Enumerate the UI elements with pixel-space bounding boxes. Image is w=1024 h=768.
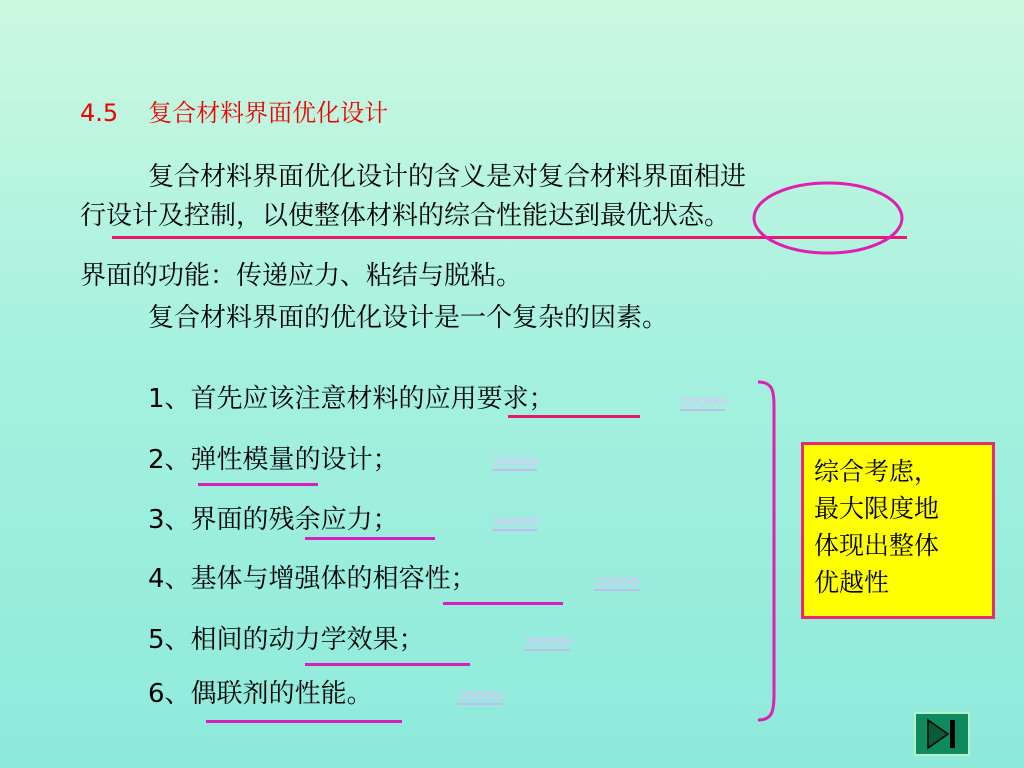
item-text-end: ； (528, 384, 555, 414)
summary-note-box (801, 442, 995, 619)
item-keyword: 相容性 (372, 564, 451, 594)
item-number: 5、 (148, 625, 191, 655)
item-text-end: 的性能。 (268, 679, 373, 709)
item-keyword: 偶联剂 (190, 679, 269, 709)
paragraph2-line2: 复合材料界面的优化设计是一个复杂的因素。 (148, 303, 669, 333)
section-number: 4.5 (80, 99, 119, 127)
item-number: 2、 (148, 445, 191, 475)
item-underline (508, 415, 640, 418)
note-line: 综合考虑， (814, 457, 940, 486)
item-keyword: 动力学效果 (268, 625, 399, 655)
item-underline (305, 663, 470, 666)
slide-title (80, 98, 388, 128)
item-text-end: ； (450, 564, 477, 594)
item-text: 基体与增强体的 (190, 564, 373, 594)
item5-link-arrows[interactable]: >>>>> (525, 629, 571, 653)
item-text-end: ； (398, 625, 425, 655)
item-underline (443, 602, 563, 605)
item-text: 首先应该注意材料的 (190, 384, 425, 414)
highlight-ellipse (748, 180, 908, 260)
item-text: 相间的 (190, 625, 269, 655)
list-item (148, 625, 425, 655)
paragraph2-line1: 界面的功能：传递应力、粘结与脱粘。 (80, 261, 523, 291)
item-keyword: 残余应力 (268, 505, 373, 535)
next-slide-button[interactable] (914, 712, 970, 756)
right-brace (750, 376, 790, 726)
list-item (148, 679, 373, 709)
item-number: 4、 (148, 564, 191, 594)
list-item (148, 564, 477, 594)
paragraph1-line2: 行设计及控制，以使整体材料的综合性能达到最优状态。 (80, 201, 731, 231)
section-title-text: 复合材料界面优化设计 (148, 99, 389, 127)
item3-link-arrows[interactable]: >>>>> (492, 509, 538, 533)
list-item (148, 505, 399, 535)
note-line: 优越性 (814, 568, 890, 597)
item6-link-arrows[interactable]: >>>>> (457, 683, 503, 707)
item-number: 6、 (148, 679, 191, 709)
item1-link-arrows[interactable]: >>>>> (680, 389, 726, 413)
item-underline (198, 483, 318, 486)
item2-link-arrows[interactable]: >>>>> (492, 449, 538, 473)
paragraph1-line1: 复合材料界面优化设计的含义是对复合材料界面相进 (148, 162, 747, 192)
item-underline (305, 537, 435, 540)
item-number: 1、 (148, 384, 191, 414)
item4-link-arrows[interactable]: >>>>> (594, 569, 640, 593)
skip-to-end-icon (916, 714, 968, 754)
item-keyword: 弹性模量 (190, 445, 295, 475)
item-number: 3、 (148, 505, 191, 535)
list-item (148, 445, 399, 475)
note-line: 体现出整体 (814, 531, 940, 560)
item-text-end: 的设计； (294, 445, 399, 475)
item-text-end: ； (372, 505, 399, 535)
note-line: 最大限度地 (814, 494, 940, 523)
item-text: 界面的 (190, 505, 269, 535)
item-underline (206, 720, 402, 723)
list-item (148, 384, 555, 414)
item-keyword: 应用要求 (424, 384, 529, 414)
